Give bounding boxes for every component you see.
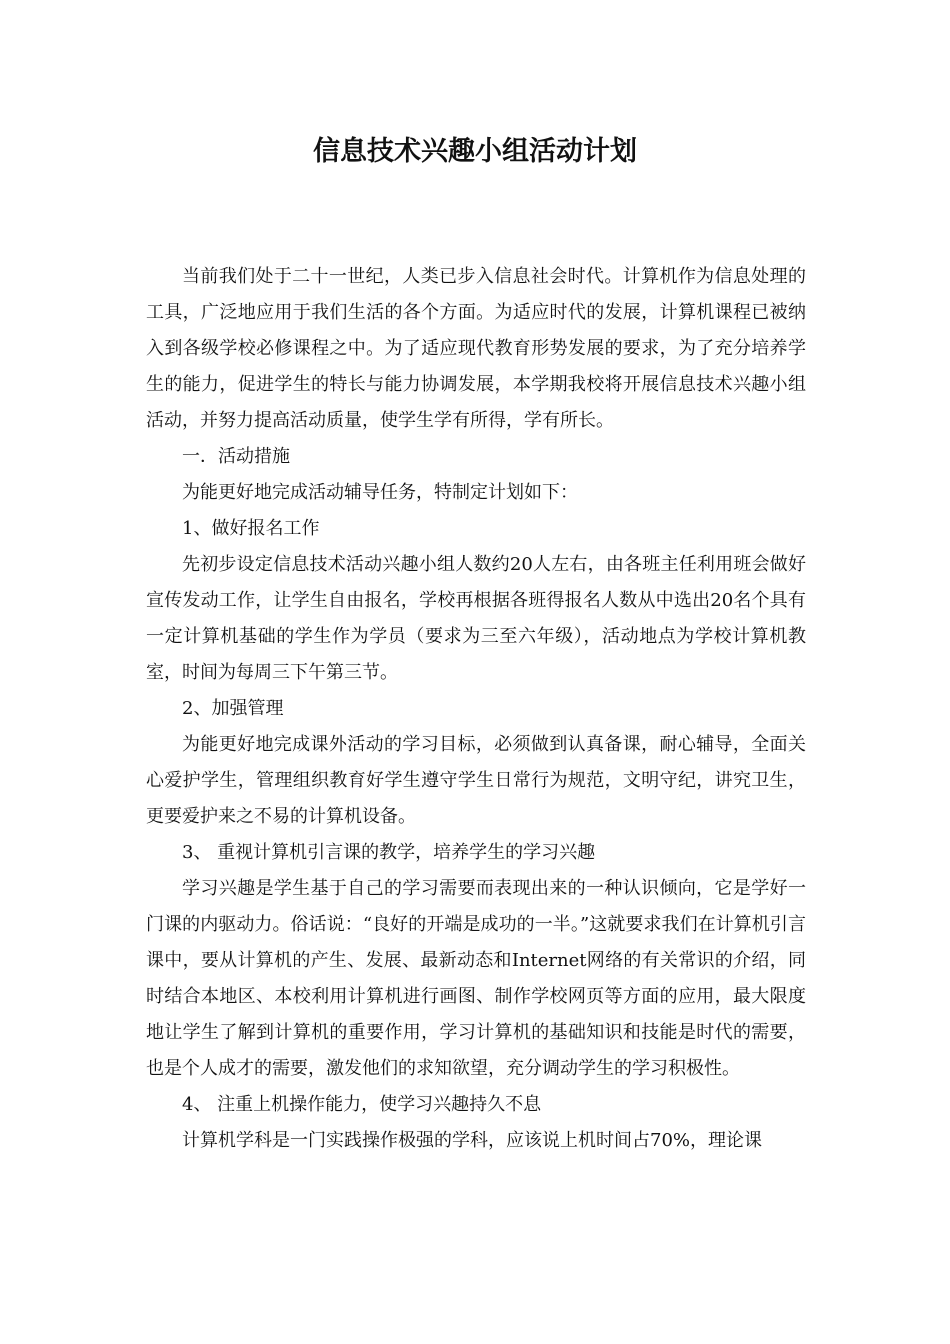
paragraph-plan-intro: 为能更好地完成活动辅导任务，特制定计划如下： bbox=[182, 482, 578, 503]
item-heading-registration: 1、做好报名工作 bbox=[182, 518, 320, 539]
paragraph-management: 为能更好地完成课外活动的学习目标，必须做到认真备课，耐心辅导，全面关心爱护学生，管理组织教育好学生遵守学生日常行为规范，文明守纪，讲究卫生，更要爱护来之不易的计算机设备。 bbox=[146, 734, 806, 827]
item-heading-practice: 4、 注重上机操作能力，使学习兴趣持久不息 bbox=[182, 1094, 542, 1115]
document-body bbox=[146, 259, 806, 1159]
item-heading-management: 2、加强管理 bbox=[182, 698, 284, 719]
paragraph-intro-lesson: 学习兴趣是学生基于自己的学习需要而表现出来的一种认识倾向，它是学好一门课的内驱动力。俗话说：“良好的开端是成功的一半。”这就要求我们在计算机引言课中，要从计算机的产生、发展、最新动态和Internet网络的有关常识的介绍，同时结合本地区、本校利用计算机进行画图、制作学校网页等方面的应用，最大限度地让学生了解到计算机的重要作用，学习计算机的基础知识和技能是时代的需要，也是个人成才的需要，激发他们的求知欲望，充分调动学生的学习积极性。 bbox=[146, 878, 806, 1079]
paragraph-registration: 先初步设定信息技术活动兴趣小组人数约20人左右，由各班主任利用班会做好宣传发动工作，让学生自由报名，学校再根据各班得报名人数从中选出20名个具有一定计算机基础的学生作为学员（要求为三至六年级），活动地点为学校计算机教室，时间为每周三下午第三节。 bbox=[146, 554, 806, 683]
section-heading-measures: 一．活动措施 bbox=[182, 446, 290, 467]
paragraph-intro: 当前我们处于二十一世纪，人类已步入信息社会时代。计算机作为信息处理的工具，广泛地应用于我们生活的各个方面。为适应时代的发展，计算机课程已被纳入到各级学校必修课程之中。为了适应现代教育形势发展的要求，为了充分培养学生的能力，促进学生的特长与能力协调发展，本学期我校将开展信息技术兴趣小组活动，并努力提高活动质量，使学生学有所得，学有所长。 bbox=[146, 266, 806, 431]
item-heading-intro-lesson: 3、 重视计算机引言课的教学，培养学生的学习兴趣 bbox=[182, 842, 596, 863]
paragraph-practice: 计算机学科是一门实践操作极强的学科，应该说上机时间占70%，理论课 bbox=[182, 1130, 763, 1151]
document-title: 信息技术兴趣小组活动计划 bbox=[313, 136, 637, 167]
